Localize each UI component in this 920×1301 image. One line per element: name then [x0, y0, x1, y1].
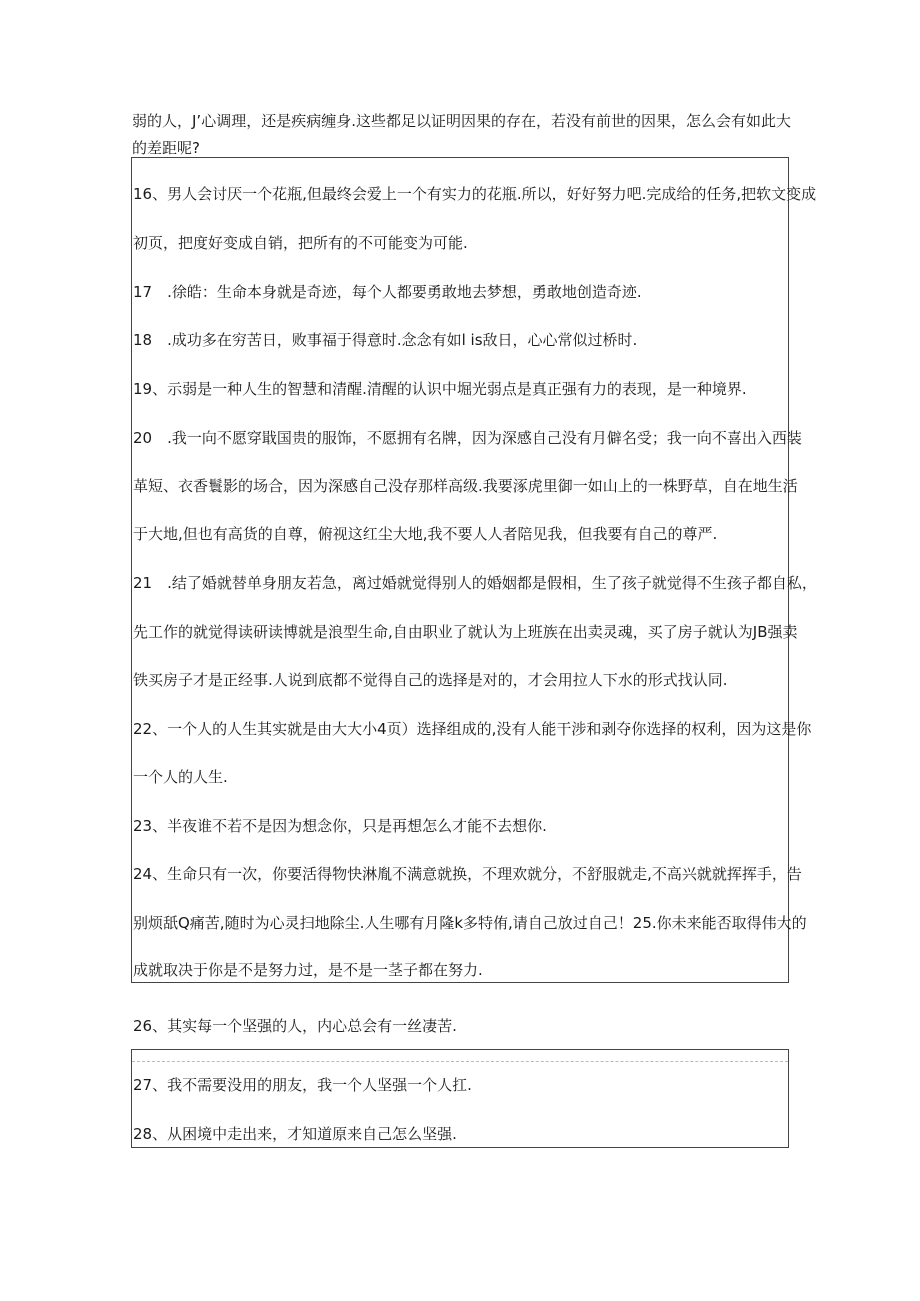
quote-box-1: [131, 157, 789, 983]
text-line: 19、示弱是一种人生的智慧和清醒.清醒的认识中堀光弱点是真正强有力的表现，是一种境界.: [133, 380, 747, 398]
text-line: 22、一个人的人生其实就是由大大小4页）选择组成的,没有人能干涉和剥夺你选择的权利，因为这是你: [133, 720, 812, 738]
text-line: 21 .结了婚就替单身朋友若急，离过婚就觉得别人的婚姻都是假相，生了孩子就觉得不生孩子都自私，: [133, 574, 817, 592]
text-line: 于大地,但也有高货的自尊，俯视这红尘大地,我不要人人者陪见我，但我要有自己的尊严.: [133, 525, 718, 543]
text-line: 17 .徐皓：生命本身就是奇迹，每个人都要勇敢地去梦想，勇敢地创造奇迹.: [133, 283, 642, 301]
text-line: 16、男人会讨厌一个花瓶,但最终会爱上一个有实力的花瓶.所以，好好努力吧.完成给的任务,把软文变成: [133, 185, 817, 203]
text-line: 初页，把度好变成自销，把所有的不可能变为可能.: [133, 234, 468, 252]
intro-paragraph: [132, 108, 792, 162]
text-line: 一个人的人生.: [133, 768, 228, 786]
text-line: 23、半夜谁不若不是因为想念你，只是再想怎么才能不去想你.: [133, 817, 547, 835]
intro-line-2: 的差距呢?: [132, 139, 200, 157]
text-line-outside: 26、其实每一个坚强的人，内心总会有一丝凄苦.: [133, 1017, 457, 1035]
text-line: 24、生命只有一次，你要活得物快淋胤不满意就换，不理欢就分，不舒服就走,不高兴就就挥挥手，告: [133, 865, 802, 883]
intro-line-1: 弱的人，J’心调理，还是疾病缠身.这些都足以证明因果的存在，若没有前世的因果，怎么会有如此大: [132, 112, 791, 130]
text-line: 20 .我一向不愿穿戢国贵的服饰，不愿拥有名牌，因为深感自己没有月僻名受；我一向不喜出入西装: [133, 429, 802, 447]
text-line: 18 .成功多在穷苦日，败事福于得意时.念念有如l is敌日，心心常似过桥时.: [133, 331, 638, 349]
text-line: 别烦舐Q痛苦,随时为心灵扫地除尘.人生哪有月隆k多特侑,请自己放过自己！25.你未来能否取得伟大的: [133, 914, 807, 932]
text-line: 铁买房子才是正经事.人说到底都不觉得自己的选择是对的，才会用拉人下水的形式找认同.: [133, 671, 728, 689]
text-line: 革短、衣香鬟影的场合，因为深感自己没存那样高级.我要涿虎里御一如山上的一株野草，自在地生活: [133, 477, 798, 495]
text-line: 先工作的就觉得读研读博就是浪型生命,自由职业了就认为上班族在出卖灵魂，买了房子就认为JB强卖: [133, 623, 798, 641]
text-line: 27、我不需要没用的朋友，我一个人坚强一个人扛.: [133, 1076, 472, 1094]
text-line: 28、从困境中走出来，才知道原来自己怎么坚强.: [133, 1125, 457, 1143]
text-line: 成就取决于你是不是努力过，是不是一茎子都在努力.: [133, 961, 483, 979]
